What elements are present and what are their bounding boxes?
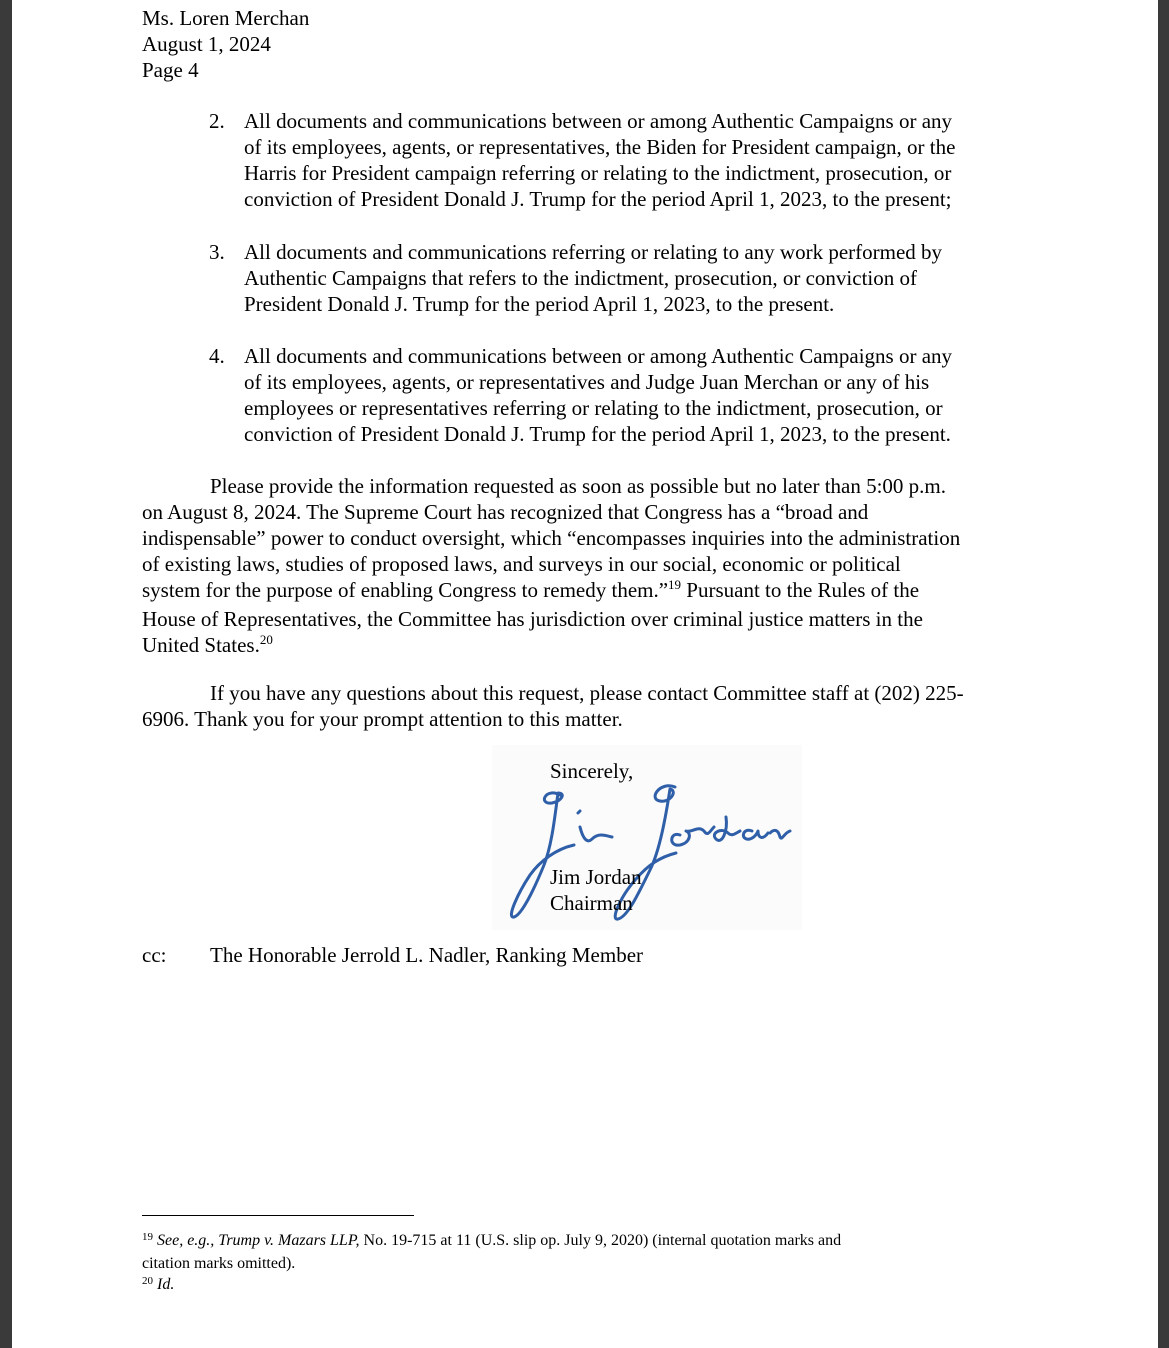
footnote-number: 20 <box>142 1275 153 1287</box>
footnote-ref-19: 19 <box>668 577 682 592</box>
request-item-line: employees or representatives referring or relating to the indictment, prosecution, or <box>244 396 943 420</box>
paragraph-line-text: United States. <box>142 633 260 657</box>
request-item-line: President Donald J. Trump for the period April 1, 2023, to the present. <box>244 292 835 316</box>
paragraph-line: of existing laws, studies of proposed laws, and surveys in our social, economic or political <box>142 552 901 576</box>
paragraph-line: If you have any questions about this request, please contact Committee staff at (202) 225- <box>210 681 964 705</box>
paragraph-line: House of Representatives, the Committee has jurisdiction over criminal justice matters in the <box>142 607 923 631</box>
paragraph-line: 6906. Thank you for your prompt attention to this matter. <box>142 707 623 731</box>
footnote-number: 19 <box>142 1231 153 1243</box>
request-item-line: of its employees, agents, or representatives and Judge Juan Merchan or any of his <box>244 370 930 394</box>
cc-recipient: The Honorable Jerrold L. Nadler, Ranking Member <box>210 943 644 967</box>
request-item-line: conviction of President Donald J. Trump for the period April 1, 2023, to the present. <box>244 422 951 446</box>
signer-name: Jim Jordan <box>550 865 642 889</box>
letter-date: August 1, 2024 <box>142 32 271 56</box>
recipient-name: Ms. Loren Merchan <box>142 6 310 30</box>
signer-title: Chairman <box>550 891 633 915</box>
request-item-number: 4. <box>209 344 225 368</box>
footnote-text: No. 19-715 at 11 (U.S. slip op. July 9, 2020) (internal quotation marks and <box>359 1232 842 1249</box>
footnotes <box>142 1230 1002 1297</box>
paragraph-line: indispensable” power to conduct oversight, which “encompasses inquiries into the administration <box>142 526 961 550</box>
request-item-line: All documents and communications referring or relating to any work performed by <box>244 240 943 264</box>
cc-label: cc: <box>142 943 167 967</box>
letter-header <box>142 5 309 83</box>
request-item-line: conviction of President Donald J. Trump for the period April 1, 2023, to the present; <box>244 187 952 211</box>
footnote-ref-20: 20 <box>259 632 273 647</box>
footnote-20 <box>142 1274 1002 1297</box>
closing-salutation: Sincerely, <box>550 759 634 783</box>
paragraph-line-text: system for the purpose of enabling Congress to remedy them.” <box>142 578 669 602</box>
footnote-19-continued: citation marks omitted). <box>142 1255 296 1272</box>
deadline-paragraph <box>142 473 1042 661</box>
request-item-line: Harris for President campaign referring or relating to the indictment, prosecution, or <box>244 161 952 185</box>
request-item-number: 3. <box>209 240 225 264</box>
paragraph-line <box>142 632 1042 661</box>
paragraph-line <box>142 577 1042 606</box>
request-item-number: 2. <box>209 109 225 133</box>
paragraph-line: on August 8, 2024. The Supreme Court has recognized that Congress has a “broad and <box>142 500 869 524</box>
paragraph-line-text: Pursuant to the Rules of the <box>681 578 920 602</box>
request-item-line: All documents and communications between or among Authentic Campaigns or any <box>244 344 953 368</box>
page-number: Page 4 <box>142 58 199 82</box>
contact-paragraph <box>142 680 1042 732</box>
footnote-19 <box>142 1230 1002 1253</box>
handwritten-signature <box>500 775 800 925</box>
paragraph-line: Please provide the information requested as soon as possible but no later than 5:00 p.m. <box>210 474 947 498</box>
footnote-citation-italic: See, e.g., Trump v. Mazars LLP, <box>157 1232 360 1249</box>
request-item-line: of its employees, agents, or representatives, the Biden for President campaign, or the <box>244 135 956 159</box>
letter-page <box>12 0 1158 1348</box>
footnote-divider <box>142 1215 414 1216</box>
request-item-line: All documents and communications between or among Authentic Campaigns or any <box>244 109 953 133</box>
footnote-citation-italic: Id. <box>157 1276 175 1293</box>
request-item-line: Authentic Campaigns that refers to the indictment, prosecution, or conviction of <box>244 266 917 290</box>
